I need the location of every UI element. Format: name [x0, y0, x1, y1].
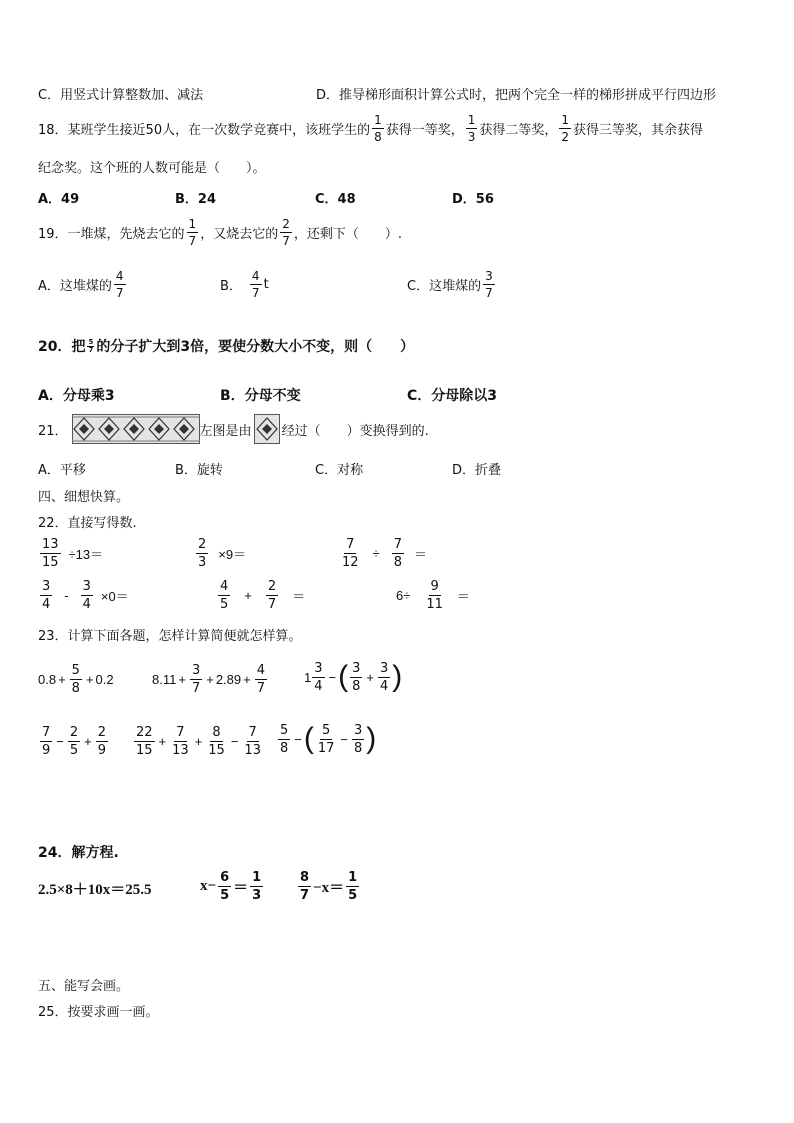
number: 8.11 [152, 671, 177, 687]
fraction: $\frac{4}{5}$ [220, 578, 229, 612]
q22-title: 22．直接写得数. [38, 516, 137, 531]
fraction: $\frac{2}{9}$ [97, 724, 107, 758]
q22-item-3-rest: ＝ [413, 546, 427, 562]
fraction: $\frac{3}{4}$ [82, 578, 91, 612]
fraction: $\frac{7}{13}$ [244, 724, 261, 758]
fraction: $\frac{8}{15}$ [208, 724, 225, 758]
q20-text-2: 的分子扩大到3倍，要使分数大小不变，则（ ） [96, 339, 415, 355]
operator: ÷ [372, 545, 380, 561]
operator: + [206, 671, 214, 687]
q21-option-d: D．折叠 [452, 463, 502, 478]
fraction: $\frac{2}{7}$ [282, 216, 290, 248]
q21-option-a: A．平移 [38, 463, 86, 478]
fraction: $\frac{3}{8}$ [352, 660, 361, 694]
q24-equation-1: 2.5×8＋10x＝25.5 [38, 882, 152, 898]
q18-stem-line-2: 纪念奖。这个班的人数可能是（ ）。 [38, 161, 266, 176]
fraction: $\frac{3}{4}$ [314, 660, 323, 694]
q23-expression-3 [304, 655, 402, 699]
q23-expression-1 [38, 659, 114, 699]
q20-stem [38, 335, 414, 357]
q22-item-1-rest: ÷13＝ [68, 546, 104, 562]
q19-option-b [220, 266, 269, 302]
fraction: $\frac{3}{7}$ [485, 268, 493, 300]
number: 2.89 [215, 671, 242, 687]
q18-text-4: 获得三等奖，其余获得 [573, 122, 704, 138]
q22-item-6 [396, 577, 470, 613]
fraction: $\frac{5}{8}$ [280, 722, 289, 756]
q23-expression-2 [152, 659, 269, 699]
fraction: $\frac{5}{8}$ [71, 662, 80, 696]
q19-option-b-label: B． [220, 278, 242, 294]
q25-stem: 25．按要求画一画。 [38, 1005, 159, 1020]
fraction: $\frac{1}{2}$ [561, 112, 570, 144]
fraction: $\frac{3}{4}$ [42, 578, 51, 612]
number: 1 [304, 669, 312, 685]
q20-option-b: B．分母不变 [220, 388, 301, 404]
operator: + [178, 671, 186, 687]
q19-stem [38, 214, 402, 250]
q19-option-c [407, 266, 497, 302]
q22-item-5-rest: ＝ [292, 588, 306, 604]
q24-equation-2-left: x− [200, 877, 217, 894]
number: 0.2 [95, 671, 114, 687]
q17-option-d: D．推导梯形面积计算公式时，把两个完全一样的梯形拼成平行四边形 [316, 88, 717, 103]
fraction: $\frac{7}{12}$ [342, 536, 359, 570]
fraction: $\frac{4}{7}$ [256, 662, 265, 696]
q18-stem [38, 110, 703, 146]
operator: + [366, 669, 374, 685]
operator: - [64, 587, 69, 603]
q22-item-4 [38, 577, 129, 613]
q19-option-a [38, 266, 128, 302]
q22-item-5 [216, 577, 305, 613]
q19-text-3: ，还剩下（ ）. [293, 226, 402, 242]
operator: + [194, 733, 203, 749]
fraction: $\frac{4}{7}$ [251, 268, 260, 300]
fraction: $\frac{3}{4}$ [379, 660, 389, 694]
fraction: $\frac{2}{7}$ [267, 578, 277, 612]
fraction: $\frac{1}{8}$ [374, 112, 382, 144]
fraction: $\frac{1}{3}$ [467, 112, 476, 144]
fraction: $\frac{4}{7}$ [115, 268, 124, 300]
left-paren: ( [303, 722, 314, 755]
right-paren: ) [392, 660, 403, 693]
fraction: $\frac{22}{15}$ [136, 724, 153, 758]
q17-option-c: C．用竖式计算整数加、减法 [38, 88, 204, 103]
q18-option-b: B．24 [175, 192, 216, 207]
operator: + [158, 733, 167, 749]
q24-equation-2 [200, 866, 265, 906]
fraction: $\frac{7}{9}$ [42, 724, 51, 758]
q21-text-1: 左图是由 [199, 423, 252, 439]
q18-text-1: 18．某班学生接近50人，在一次数学竞赛中，该班学生的 [38, 122, 371, 138]
fraction: $\frac{7}{8}$ [393, 536, 402, 570]
operator: + [85, 671, 94, 687]
pattern-unit-figure [254, 414, 280, 444]
q23-expression-4 [38, 721, 110, 761]
q24-title: 24．解方程. [38, 845, 119, 861]
fraction: $\frac{3}{8}$ [354, 722, 363, 756]
section-5-heading: 五、能写会画。 [38, 979, 130, 994]
q20-option-a: A．分母乘3 [38, 388, 115, 404]
fraction: $\frac{1}{5}$ [348, 869, 358, 903]
q21-stem [38, 414, 429, 444]
q19-option-a-label: A．这堆煤的 [38, 278, 112, 294]
q20-text-1: 20．把 [38, 339, 86, 355]
fraction: $\frac{5}{7}$ [88, 337, 94, 354]
fraction: $\frac{13}{15}$ [42, 536, 59, 570]
fraction: $\frac{1}{7}$ [188, 216, 197, 248]
q18-option-d: D．56 [452, 192, 494, 207]
number: 0.8 [38, 671, 57, 687]
equals-sign: ＝ [233, 879, 249, 896]
left-paren: ( [338, 660, 349, 693]
pattern-strip-figure [72, 414, 200, 444]
fraction: $\frac{5}{17}$ [317, 722, 335, 756]
q22-item-4-rest: ×0＝ [100, 588, 129, 604]
q22-item-1 [38, 535, 103, 571]
operator: − [56, 733, 64, 749]
q22-item-6-rest: ＝ [456, 588, 470, 604]
right-paren: ) [366, 722, 377, 755]
operator: − [328, 669, 337, 685]
q22-item-2 [194, 535, 246, 571]
fraction: $\frac{2}{3}$ [198, 536, 207, 570]
operator: − [294, 731, 302, 747]
q23-expression-6 [276, 717, 376, 761]
q18-option-c: C．48 [315, 192, 356, 207]
q20-option-c: C．分母除以3 [407, 388, 498, 404]
fraction: $\frac{3}{7}$ [191, 662, 201, 696]
fraction: $\frac{7}{13}$ [172, 724, 189, 758]
q23-expression-5 [132, 721, 265, 761]
q22-item-2-rest: ×9＝ [218, 546, 247, 562]
q18-option-a: A．49 [38, 192, 80, 207]
operator: − [340, 731, 349, 747]
fraction: $\frac{2}{5}$ [69, 724, 79, 758]
fraction: $\frac{1}{3}$ [252, 869, 262, 903]
q21-option-c: C．对称 [315, 463, 364, 478]
q19-option-b-unit: t [263, 276, 269, 292]
q19-text-1: 19．一堆煤，先烧去它的 [38, 226, 185, 242]
operator: + [84, 733, 92, 749]
q21-option-b: B．旋转 [175, 463, 223, 478]
q22-item-3 [338, 535, 427, 571]
section-4-heading: 四、细想快算。 [38, 490, 130, 505]
fraction: $\frac{8}{7}$ [300, 869, 310, 903]
fraction: $\frac{9}{11}$ [426, 578, 443, 612]
q22-item-6-prefix: 6÷ [396, 587, 411, 603]
operator: + [58, 671, 66, 687]
q19-option-c-label: C．这堆煤的 [407, 278, 482, 294]
q21-text-2: 经过（ ）变换得到的. [281, 423, 429, 439]
q18-text-2: 获得一等奖， [385, 122, 464, 138]
q21-number: 21． [38, 423, 68, 439]
fraction: $\frac{6}{5}$ [220, 869, 230, 903]
operator: + [244, 587, 252, 603]
operator: − [230, 733, 239, 749]
q18-text-3: 获得二等奖， [479, 122, 558, 138]
q23-title: 23．计算下面各题，怎样计算简便就怎样算。 [38, 629, 302, 644]
q24-equation-3 [296, 866, 361, 906]
q19-text-2: ，又烧去它的 [200, 226, 279, 242]
q24-equation-3-middle: −x＝ [313, 879, 345, 896]
operator: + [243, 671, 251, 687]
